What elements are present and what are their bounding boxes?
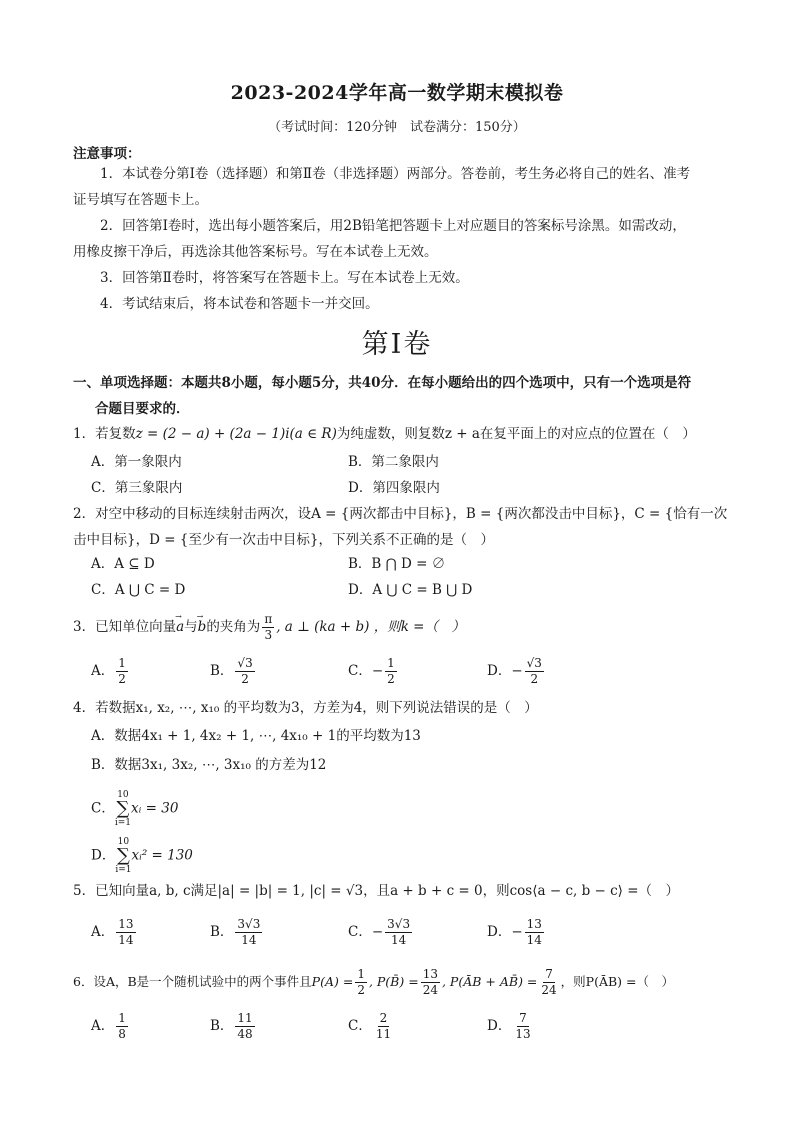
- section-instruction-line2: 合题目要求的．: [95, 401, 190, 417]
- q6-p3: , P(ĀB + AB̄) =: [441, 974, 538, 989]
- q5-option-d-fraction: [525, 917, 544, 948]
- q3-text2: 的夹角为: [206, 619, 261, 635]
- sum-upper: 10: [117, 837, 130, 847]
- q3-option-d: [487, 656, 546, 687]
- q4-option-b: B．数据3x₁, 3x₂, ⋯, 3x₁₀ 的方差为12: [91, 757, 327, 773]
- q6-option-d: [487, 1011, 535, 1042]
- sum-upper: 10: [117, 790, 129, 800]
- section-title: 第Ⅰ卷: [361, 329, 433, 360]
- q6-frac-2-num: 13: [422, 967, 438, 981]
- q4-option-d: [91, 837, 193, 875]
- q5-option-a-fraction: [116, 917, 135, 948]
- q5-option-b-num: 3√3: [237, 917, 261, 931]
- question-3-stem: [73, 612, 465, 643]
- exam-subtitle: （考试时间：120分钟 试卷满分：150分）: [268, 120, 526, 135]
- q5-option-d-num: 13: [526, 917, 542, 931]
- q4-option-a: A．数据4x₁ + 1, 4x₂ + 1, ⋯, 4x₁₀ + 1的平均数为13: [91, 728, 421, 744]
- q3-option-b-den: 2: [241, 672, 249, 686]
- section-instruction-line1: 一、单项选择题：本题共8小题，每小题5分，共40分．在每小题给出的四个选项中，只有一个选项是符: [73, 375, 692, 391]
- q3-vector-b: → b: [198, 617, 207, 637]
- q2-option-d: D．A ⋃ C = B ⋃ D: [348, 582, 473, 598]
- q3-option-c: [348, 656, 399, 687]
- q3-mid: 与: [184, 619, 198, 635]
- q4-option-c-sum: [115, 790, 131, 828]
- q6-frac-1-num: 1: [357, 967, 365, 981]
- q3-option-b-label: B．: [210, 663, 234, 679]
- q2-line1: 2．对空中移动的目标连续射击两次，设A = {两次都击中目标}，B = {两次都没击中目标}，C = {恰有一次: [73, 506, 728, 522]
- q3-option-b-num: √3: [237, 656, 253, 670]
- q5-option-c: [348, 917, 414, 948]
- q2-option-a: A．A ⊆ D: [91, 556, 155, 572]
- q4-option-c-label: C．: [91, 800, 115, 817]
- q6-p1: P(A) =: [311, 974, 354, 989]
- q5-option-d-sign: −: [511, 924, 523, 940]
- q3-option-c-den: 2: [387, 672, 395, 686]
- q3-option-a-den: 2: [118, 672, 126, 686]
- q3-option-c-num: 1: [387, 656, 395, 670]
- q3-option-d-num: √3: [526, 656, 542, 670]
- q1-post: 为纯虚数，则复数z + a在复平面上的对应点的位置在（ ）: [336, 426, 696, 442]
- q6-frac-3-num: 7: [545, 967, 553, 981]
- q3-option-a-label: A．: [91, 663, 115, 679]
- q3-option-a-num: 1: [118, 656, 126, 670]
- q6-option-d-fraction: [513, 1011, 532, 1042]
- notice-heading: 注意事项：: [73, 146, 141, 162]
- q5-option-a-num: 13: [118, 917, 134, 931]
- q6-frac-1: [355, 967, 367, 998]
- q6-option-b: [210, 1011, 257, 1042]
- q5-option-a-label: A．: [91, 924, 115, 940]
- q4-option-d-sum: [115, 837, 131, 875]
- notice-line-4: 用橡皮擦干净后，再选涂其他答案标号。写在本试卷上无效。: [73, 244, 438, 260]
- q6-option-b-den: 48: [237, 1027, 253, 1041]
- q3-option-a: [91, 656, 130, 687]
- q3-option-c-fraction: [385, 656, 397, 687]
- q3-option-b-fraction: [235, 656, 254, 687]
- q6-frac-2-den: 24: [422, 983, 438, 997]
- q4-option-d-expr: xᵢ² = 130: [131, 847, 193, 864]
- q6-option-a-den: 8: [118, 1027, 126, 1041]
- q6-option-a-fraction: [116, 1011, 128, 1042]
- q5-option-b-den: 14: [241, 933, 257, 947]
- sum-lower: i=1: [115, 865, 132, 875]
- q6-frac-2: [421, 967, 440, 998]
- q4-option-c: [91, 790, 178, 828]
- notice-block: [73, 161, 723, 317]
- q5-option-b-label: B．: [210, 924, 234, 940]
- q6-post: ，则P(ĀB) =（ ）: [560, 974, 674, 989]
- question-6-stem: [73, 967, 674, 998]
- question-4-stem: 4．若数据x₁, x₂, ⋯, x₁₀ 的平均数为3，方差为4，则下列说法错误的是（ ）: [73, 700, 538, 716]
- q3-option-c-label: C．: [348, 663, 372, 679]
- q6-option-d-num: 7: [519, 1011, 527, 1025]
- q6-option-a-num: 1: [118, 1011, 126, 1025]
- q3-option-d-fraction: [525, 656, 544, 687]
- exam-title: 2023-2024学年高一数学期末模拟卷: [230, 82, 564, 104]
- q5-option-d-label: D．: [487, 924, 512, 940]
- q3-three: 3: [264, 628, 273, 642]
- q4-option-c-expr: xᵢ = 30: [131, 800, 179, 817]
- q6-frac-3-den: 24: [541, 983, 557, 997]
- q6-p2: , P(B̄) =: [368, 974, 419, 989]
- q6-option-c-den: 11: [375, 1027, 392, 1041]
- notice-line-5: 3．回答第Ⅱ卷时，将答案写在答题卡上。写在本试卷上无效。: [100, 270, 469, 286]
- q1-pre: 1．若复数: [73, 426, 136, 442]
- q3-option-b: [210, 656, 257, 687]
- q3-pre: 3．已知单位向量: [73, 619, 177, 635]
- q2-option-b: B．B ⋂ D = ∅: [348, 556, 446, 572]
- q5-option-a-den: 14: [118, 933, 134, 947]
- notice-line-6: 4．考试结束后，将本试卷和答题卡一并交回。: [100, 296, 379, 312]
- q5-option-c-num: 3√3: [387, 917, 411, 931]
- q2-option-c: C．A ⋃ C = D: [91, 582, 186, 598]
- q1-option-a: A．第一象限内: [91, 454, 182, 470]
- question-2-stem: [73, 501, 728, 553]
- q1-expr: z = (2 − a) + (2a − 1)i(a ∈ R): [135, 426, 337, 442]
- q5-option-c-den: 14: [390, 933, 407, 947]
- q5-option-b-fraction: [235, 917, 262, 948]
- q3-option-d-sign: −: [511, 663, 523, 679]
- q1-option-d: D．第四象限内: [348, 480, 440, 496]
- q6-frac-1-den: 2: [357, 983, 365, 997]
- q6-option-b-num: 11: [237, 1011, 253, 1025]
- notice-line-2: 证号填写在答题卡上。: [73, 192, 208, 208]
- q3-tail: , a ⊥ (ka + b) ，则k =（ ）: [276, 619, 465, 635]
- q5-option-b: [210, 917, 264, 948]
- section-instruction: [73, 370, 728, 422]
- q1-option-b: B．第二象限内: [348, 454, 439, 470]
- q1-option-c: C．第三象限内: [91, 480, 183, 496]
- q6-option-c-num: 2: [379, 1011, 388, 1025]
- q5-option-c-sign: −: [371, 924, 384, 940]
- question-5-stem: 5．已知向量a, b, c满足|a| = |b| = 1, |c| = √3，且a + b + c = 0，则cos⟨a − c, b − c⟩ =（ ）: [73, 883, 680, 899]
- q6-option-d-label: D．: [487, 1018, 512, 1034]
- q6-option-a: [91, 1011, 130, 1042]
- notice-line-3: 2．回答第Ⅰ卷时，选出每小题答案后，用2B铅笔把答题卡上对应题目的答案标号涂黑。如需改动，: [100, 218, 686, 234]
- q3-angle-fraction: [262, 612, 274, 643]
- q6-option-d-den: 13: [515, 1027, 531, 1041]
- q6-pre: 6．设A，B是一个随机试验中的两个事件且: [73, 974, 312, 989]
- q6-option-a-label: A．: [91, 1018, 115, 1034]
- q6-option-c-fraction: [374, 1011, 393, 1042]
- q6-option-b-fraction: [235, 1011, 254, 1042]
- sum-lower: i=1: [114, 818, 131, 828]
- q6-frac-3: [539, 967, 558, 998]
- q5-option-c-label: C．: [348, 924, 372, 940]
- q5-option-d-den: 14: [526, 933, 542, 947]
- q3-pi: π: [264, 612, 273, 626]
- question-1-stem: [73, 421, 728, 447]
- q3-option-c-sign: −: [371, 663, 384, 679]
- q5-option-c-fraction: [385, 917, 412, 948]
- q3-option-d-den: 2: [530, 672, 539, 686]
- q3-option-a-fraction: [116, 656, 128, 687]
- sigma-icon: ∑: [116, 798, 130, 819]
- q6-option-c-label: C．: [348, 1018, 372, 1034]
- sigma-icon: ∑: [116, 845, 130, 866]
- q6-option-c: [348, 1011, 395, 1042]
- q3-option-d-label: D．: [487, 663, 512, 679]
- q5-option-a: [91, 917, 138, 948]
- q5-option-d: [487, 917, 546, 948]
- q4-option-d-label: D．: [91, 847, 116, 864]
- notice-line-1: 1．本试卷分第Ⅰ卷（选择题）和第Ⅱ卷（非选择题）两部分。答卷前，考生务必将自己的姓名、准考: [100, 166, 691, 182]
- q3-vector-a: → a: [176, 617, 184, 637]
- q6-option-b-label: B．: [210, 1018, 234, 1034]
- q2-line2: 击中目标}，D = {至少有一次击中目标}，下列关系不正确的是（ ）: [73, 532, 494, 548]
